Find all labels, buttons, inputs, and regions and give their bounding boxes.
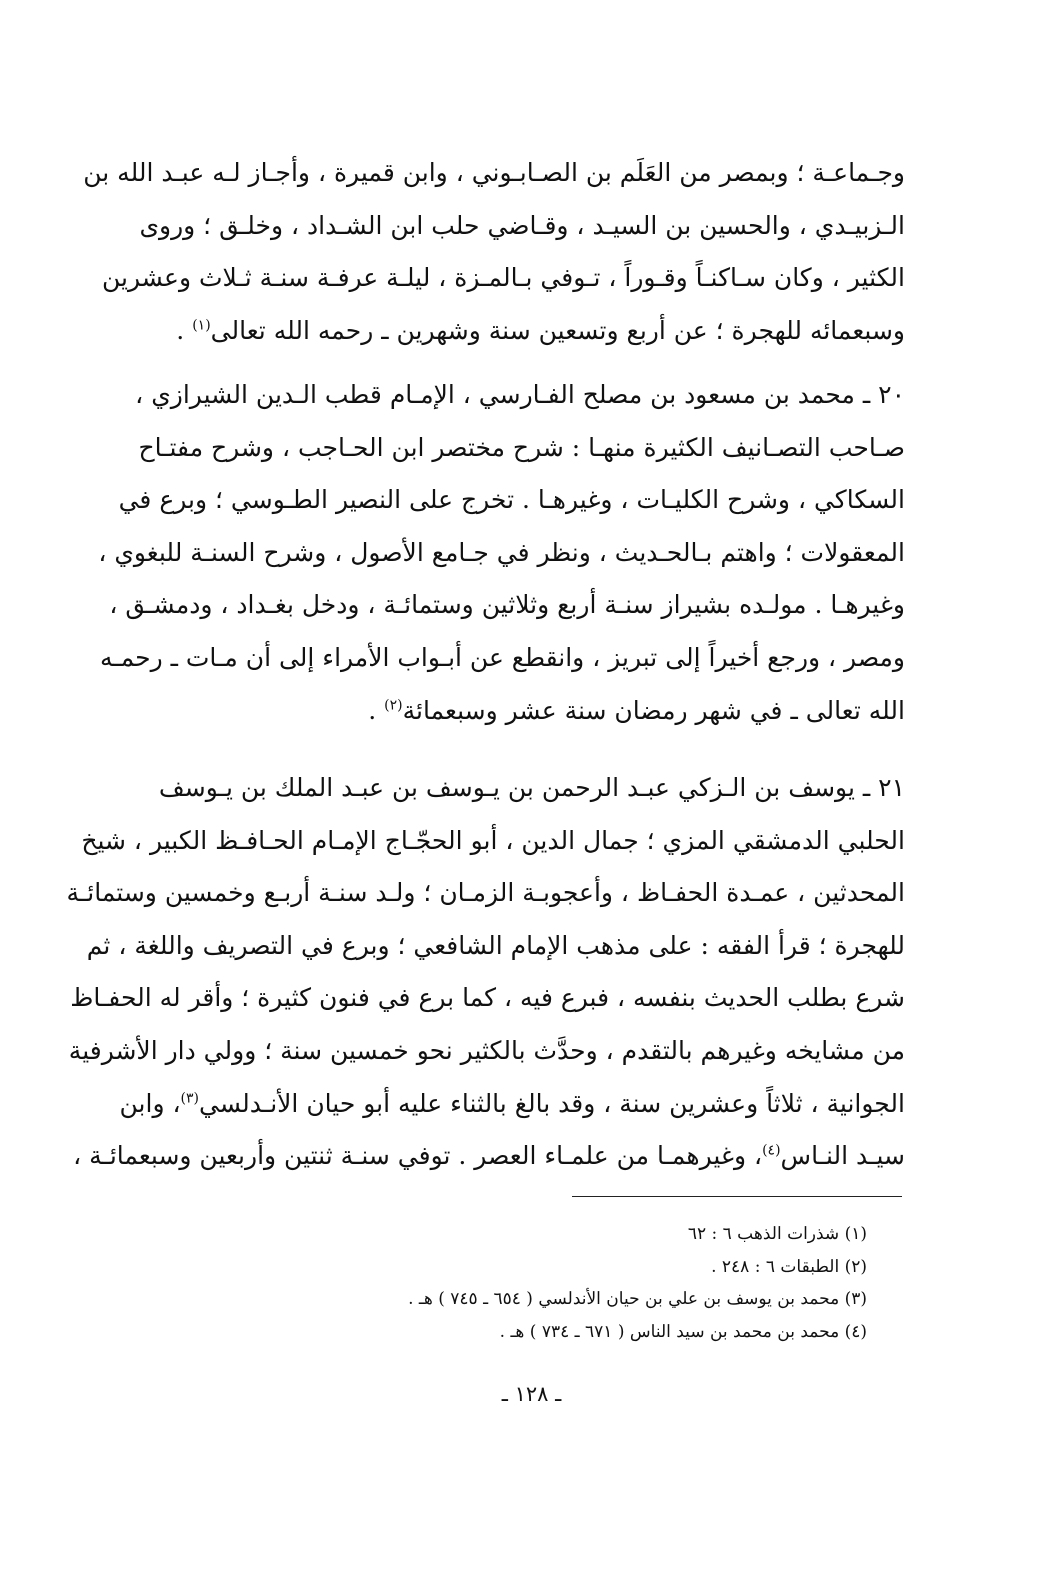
text-line: وجـماعـة ؛ وبمصر من العَلَم بن الصـابـوني ، وابن قميرة ، وأجـاز لـه عبـد الله بن (83, 158, 905, 187)
text-line: ومصر ، ورجع أخيراً إلى تبريز ، وانقطع عن أبـواب الأمراء إلى أن مـات ـ رحمـه (99, 642, 905, 672)
text-line: الحلبي الدمشقي المزي ؛ جمال الدين ، أبو الحجّـاج الإمـام الحـافـظ الكبير ، شيخ (81, 825, 905, 855)
text-line: المحدثين ، عمـدة الحفـاظ ، وأعجوبـة الزمـان ؛ ولـد سنـة أربـع وخمسين وستمائـة (66, 878, 905, 908)
text-line-content: الله تعالى ـ في شهر رمضان سنة عشر وسبعمائة (402, 695, 905, 725)
footnote-2: (٢) الطبقات ٦ : ٢٤٨ . (711, 1256, 867, 1277)
text-line: شرع بطلب الحديث بنفسه ، فبرع فيه ، كما برع في فنون كثيرة ؛ وأقر له الحفـاظ (70, 983, 905, 1013)
text-line (73, 1130, 905, 1183)
text-line: ٢١ ـ يوسف بن الـزكي عبـد الرحمن بن يـوسف بن عبـد الملك بن يـوسف (158, 773, 905, 802)
text-line: الكثير ، وكان سـاكنـاً وقـوراً ، تـوفي بـالمـزة ، ليلـة عرفـة سنـة ثـلاث وعشرين (101, 263, 905, 293)
text-line-tail: ، وغيرهمـا من علمـاء العصر . توفي سنـة ثنتين وأربعين وسبعمائـة ، (73, 1141, 763, 1171)
paragraph-2 (98, 369, 905, 737)
text-line: صـاحب التصـانيف الكثيرة منهـا : شرح مختصر ابن الحـاجب ، وشرح مفتـاح (138, 432, 905, 462)
period: . (176, 315, 193, 345)
text-line: ٢٠ ـ محمد بن مسعود بن مصلح الفـارسي ، الإمـام قطب الـدين الشيرازي ، (135, 380, 905, 409)
footnotes (347, 1218, 867, 1348)
text-line-content: الجوانية ، ثلاثاً وعشرين سنة ، وقد بالغ بالثناء عليه أبو حيان الأنـدلسي (199, 1088, 905, 1118)
text-line: وغيرهـا . مولـده بشيراز سنـة أربع وثلاثين وستمائـة ، ودخل بغـداد ، ودمشـق ، (109, 590, 905, 620)
text-line-content: سيـد النـاس (780, 1141, 905, 1171)
paragraph-3 (66, 762, 905, 1183)
footnote-4: (٤) محمد بن محمد بن سيد الناس ( ٦٧١ ـ ٧٣٤ ) هـ . (499, 1321, 867, 1342)
text-line: الـزبيـدي ، والحسين بن السيـد ، وقـاضي حلب ابن الشـداد ، وخلـق ؛ وروى (139, 210, 905, 240)
text-line (115, 685, 905, 738)
footnote-1: (١) شذرات الذهب ٦ : ٦٢ (687, 1224, 867, 1244)
footnote-ref-1: (١) (192, 317, 211, 334)
period: . (368, 695, 385, 725)
text-line (115, 305, 905, 358)
text-line (115, 1078, 905, 1131)
text-line: السكاكي ، وشرح الكليـات ، وغيرهـا . تخرج على النصير الطـوسي ؛ وبرع في (118, 485, 905, 515)
text-line: المعقولات ؛ واهتم بـالحـديث ، ونظر في جـامع الأصول ، وشرح السنـة للبغوي ، (98, 537, 905, 567)
footnote-ref-3: (٣) (180, 1090, 200, 1107)
paragraph-1 (83, 147, 905, 357)
footnote-divider (572, 1196, 902, 1197)
text-line-content: وسبعمائه للهجرة ؛ عن أربع وتسعين سنة وشهرين ـ رحمه الله تعالى (210, 315, 905, 345)
page-number: ـ ١٢٨ ـ (501, 1382, 562, 1406)
footnote-ref-2: (٢) (384, 697, 403, 714)
footnote-ref-4: (٤) (762, 1142, 781, 1159)
text-line: من مشايخه وغيرهم بالتقدم ، وحدَّث بالكثير نحو خمسين سنة ؛ وولي دار الأشرفية (68, 1035, 905, 1065)
footnote-3: (٣) محمد بن يوسف بن علي بن حيان الأندلسي ( ٦٥٤ ـ ٧٤٥ ) هـ . (408, 1289, 867, 1309)
text-line: للهجرة ؛ قرأ الفقه : على مذهب الإمام الشافعي ؛ وبرع في التصريف واللغة ، ثم (86, 930, 905, 960)
text-line-tail: ، وابن (119, 1088, 181, 1118)
